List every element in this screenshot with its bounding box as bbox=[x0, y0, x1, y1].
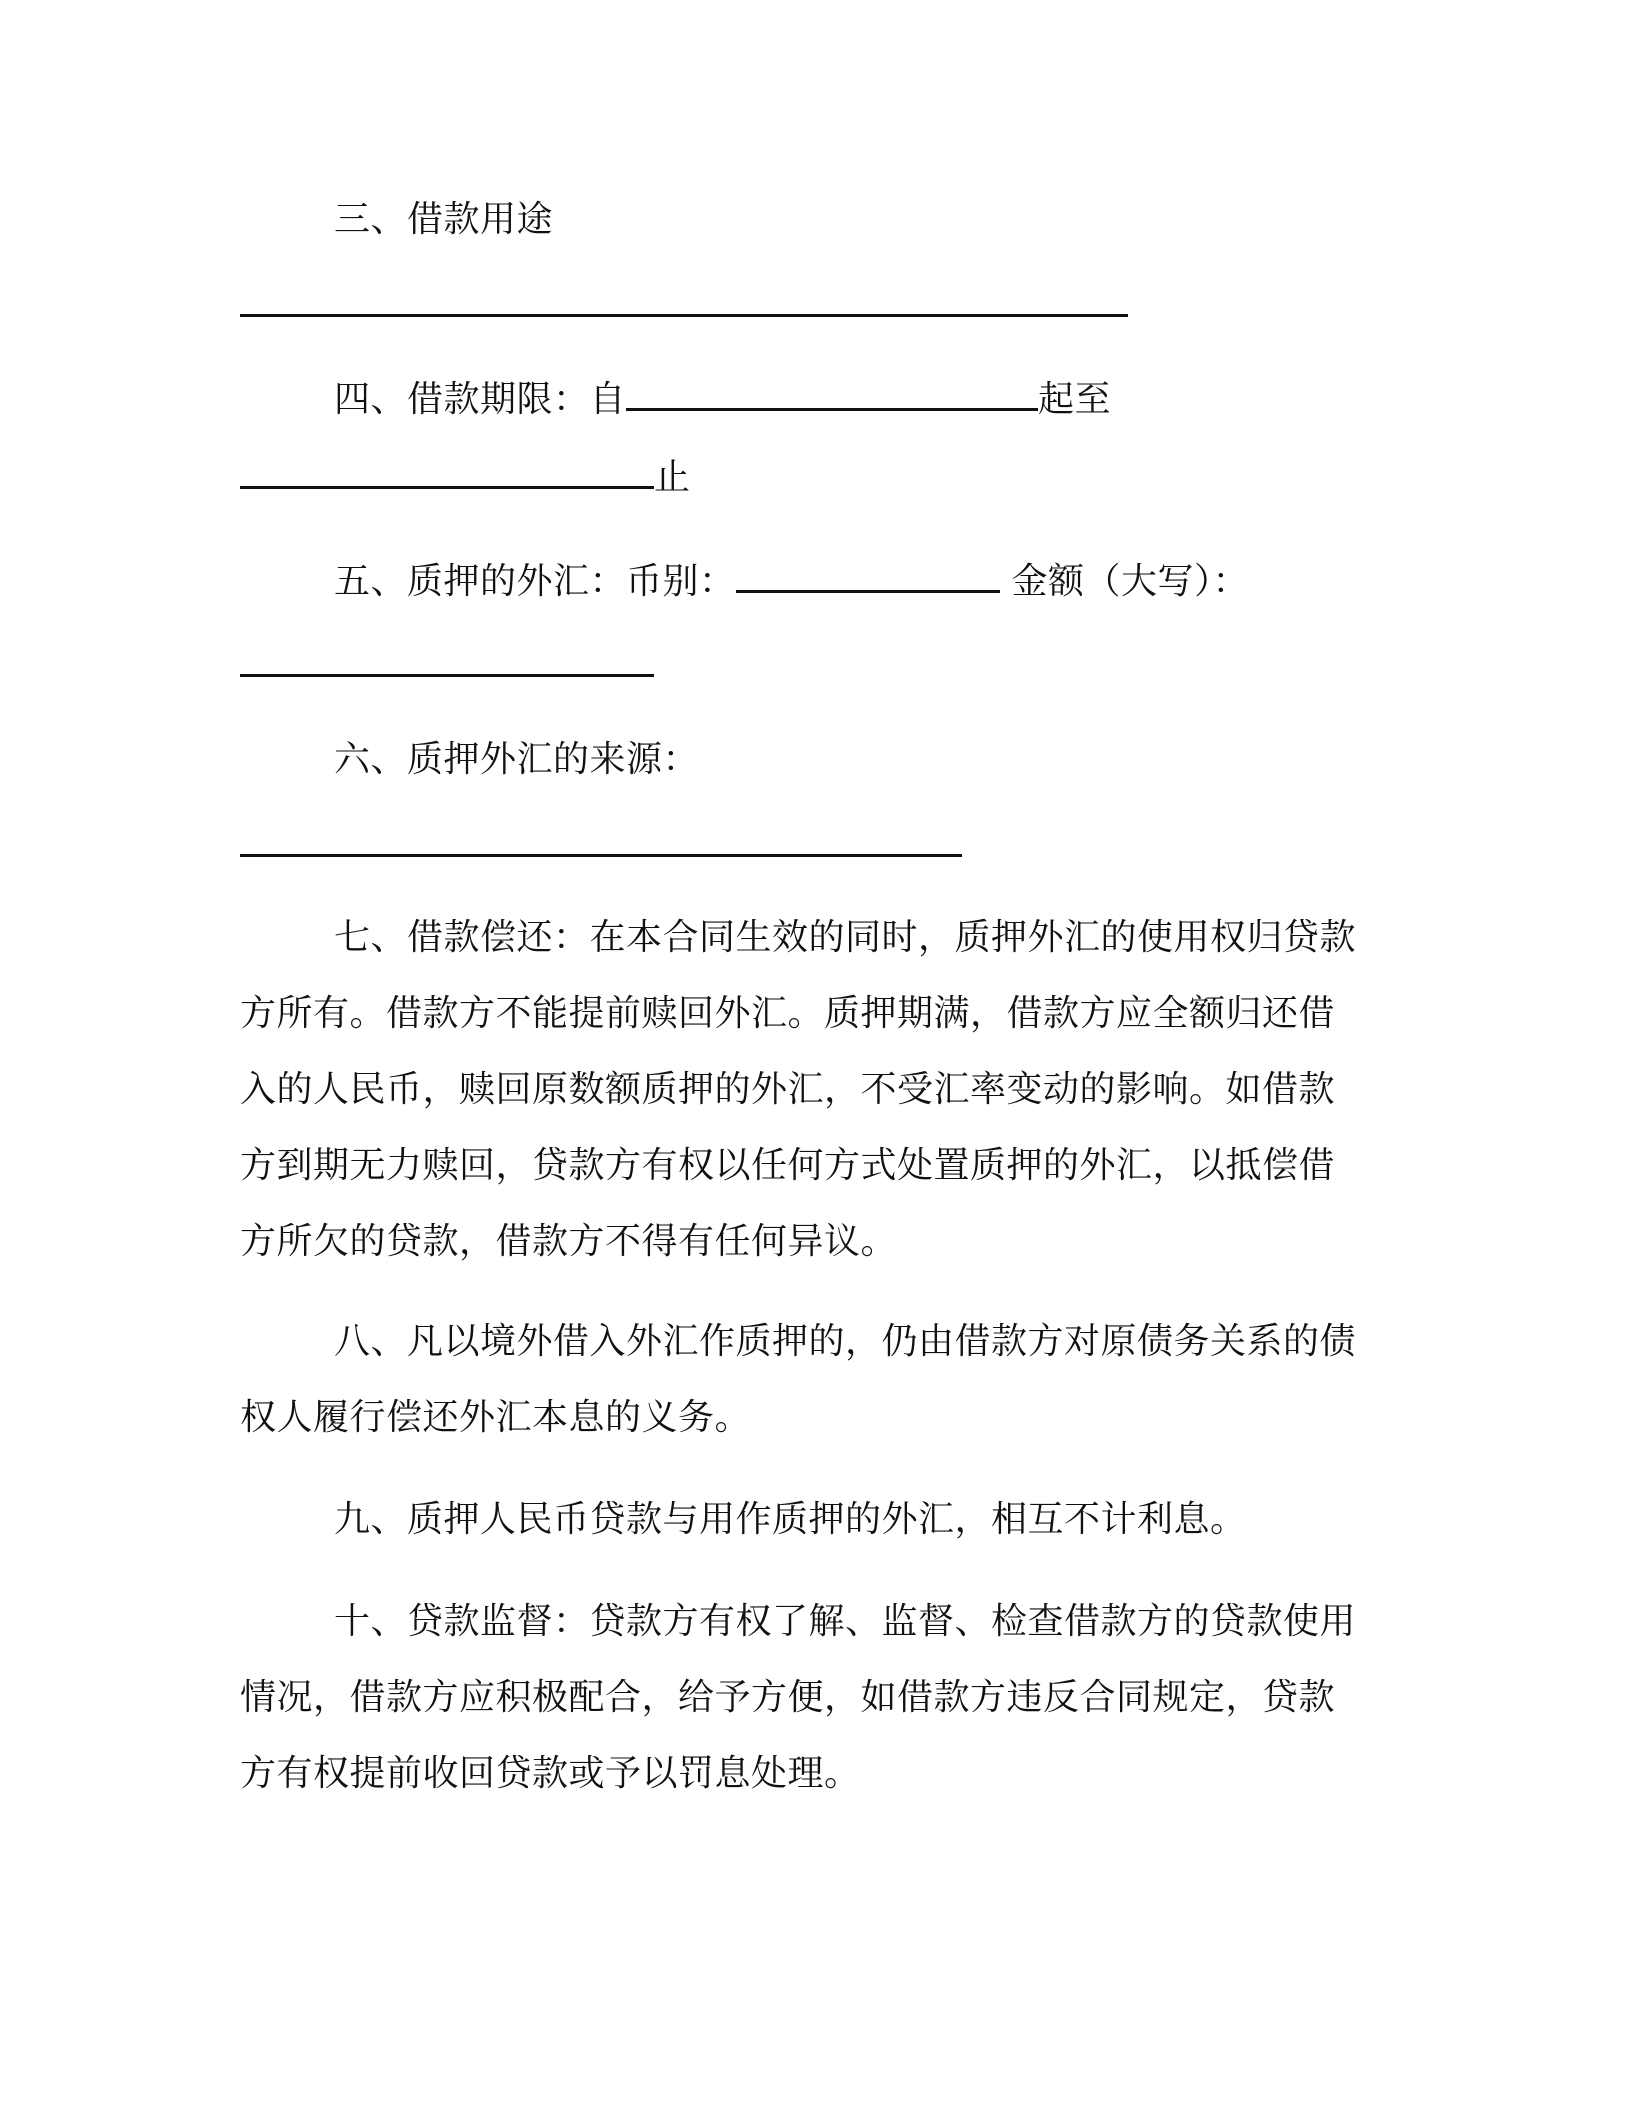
section-7-line-1: 七、借款偿还：在本合同生效的同时，质押外汇的使用权归贷款 bbox=[334, 917, 1357, 958]
pledge-currency-label: 五、质押的外汇：币别： bbox=[334, 561, 736, 602]
section-8-line-1: 八、凡以境外借入外汇作质押的，仍由借款方对原债务关系的债 bbox=[334, 1321, 1357, 1362]
source-blank-line bbox=[240, 854, 962, 857]
pledge-amount-label: 金额（大写）： bbox=[1011, 561, 1249, 602]
section-6-heading: 六、质押外汇的来源： bbox=[334, 739, 700, 780]
section-7-line-2: 方所有。借款方不能提前赎回外汇。质押期满，借款方应全额归还借 bbox=[240, 993, 1336, 1034]
section-7-line-5: 方所欠的贷款，借款方不得有任何异议。 bbox=[240, 1221, 898, 1262]
purpose-blank-line bbox=[240, 314, 1128, 317]
loan-term-label: 四、借款期限：自 bbox=[334, 379, 627, 420]
amount-blank-line bbox=[240, 674, 654, 677]
section-4-line bbox=[334, 374, 1111, 424]
section-10-line-2: 情况，借款方应积极配合，给予方便，如借款方违反合同规定，贷款 bbox=[240, 1677, 1336, 1718]
section-9-line: 九、质押人民币贷款与用作质押的外汇，相互不计利息。 bbox=[334, 1499, 1247, 1540]
section-8-line-2: 权人履行偿还外汇本息的义务。 bbox=[240, 1397, 752, 1438]
section-7-line-3: 入的人民币，赎回原数额质押的外汇，不受汇率变动的影响。如借款 bbox=[240, 1069, 1336, 1110]
loan-term-to: 起至 bbox=[1038, 379, 1112, 420]
section-10-line-3: 方有权提前收回贷款或予以罚息处理。 bbox=[240, 1753, 861, 1794]
section-7-line-4: 方到期无力赎回，贷款方有权以任何方式处置质押的外汇，以抵偿借 bbox=[240, 1145, 1336, 1186]
loan-term-end: 止 bbox=[654, 457, 691, 498]
section-10-line-1: 十、贷款监督：贷款方有权了解、监督、检查借款方的贷款使用 bbox=[334, 1601, 1357, 1642]
end-date-blank bbox=[240, 452, 654, 489]
section-3-heading: 三、借款用途 bbox=[334, 199, 554, 240]
start-date-blank bbox=[626, 374, 1038, 411]
section-4-end-line bbox=[240, 452, 691, 502]
currency-blank bbox=[736, 556, 1000, 593]
section-5-line bbox=[334, 556, 1249, 606]
